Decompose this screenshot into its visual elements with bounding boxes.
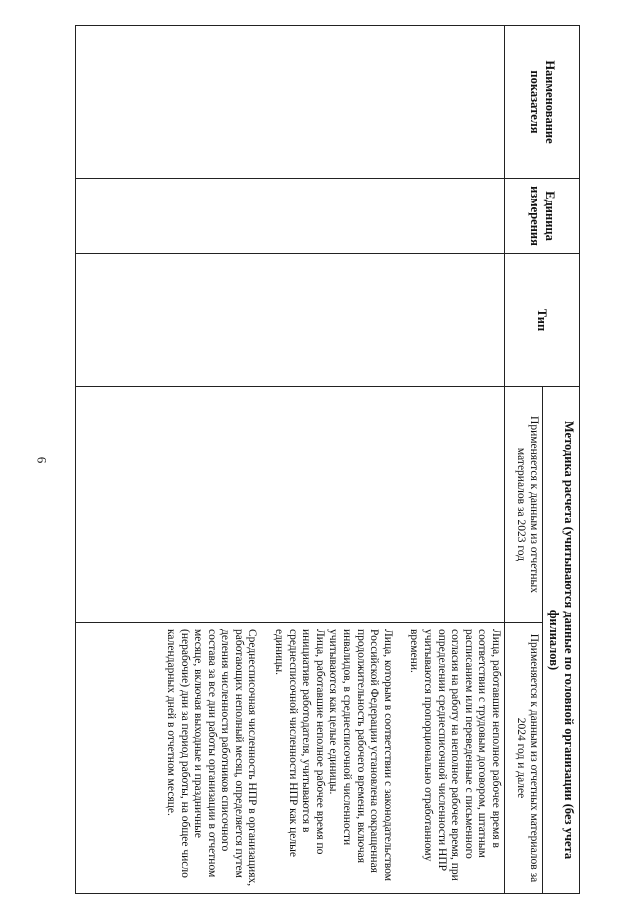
paragraph: Лица, которым в соответствии с законодательством Российской Федерации установлена сокращенная продолжительность рабочего времени, включая инвалидов, в среднесписочной численности учитываются как целые единицы. xyxy=(327,629,394,881)
paragraph-gap xyxy=(394,629,407,887)
header-type: Тип xyxy=(505,254,580,387)
methodology-table xyxy=(75,25,580,894)
paragraph: Лица, работавшие неполное рабочее время в соответствии с трудовым договором, штатным расписанием или переведенные с письменного согласия на работу на неполное рабочее время, при определении среднесписочной численности НПР учитываются пропорционально отработанному времени. xyxy=(408,629,502,881)
page-number: 6 xyxy=(34,456,50,464)
header-indicator-name: Наименование показателя xyxy=(505,26,580,179)
cell-indicator-name xyxy=(76,26,505,179)
paragraph: Лица, работавшие неполное рабочее время по инициативе работодателя, учитываются в среднесписочной численности НПР как целые единицы. xyxy=(273,629,326,857)
paragraph: Среднесписочная численность НПР в организациях, работающих неполный месяц, определяется путем деления численности работников списочного состава за все дни работы организации в отчетном месяце, включая выходные и праздничные (нерабочие) дни за период работы, на общее число календарных дней в отчетном месяце. xyxy=(164,629,259,887)
cell-2024 xyxy=(76,623,505,894)
header-unit: Единица измерения xyxy=(505,179,580,254)
paragraph-gap xyxy=(259,629,272,887)
header-2024: Применяется к данным из отчетных материалов за 2024 год и далее xyxy=(505,623,543,894)
header-method: Методика расчета (учитываются данные по головной организации (без учета филиалов) xyxy=(543,387,580,894)
cell-type xyxy=(76,254,505,387)
rotated-table-wrapper xyxy=(75,25,580,893)
header-2023: Применяется к данным из отчетных материалов за 2023 год xyxy=(505,387,543,623)
cell-2023 xyxy=(76,387,505,623)
cell-unit xyxy=(76,179,505,254)
